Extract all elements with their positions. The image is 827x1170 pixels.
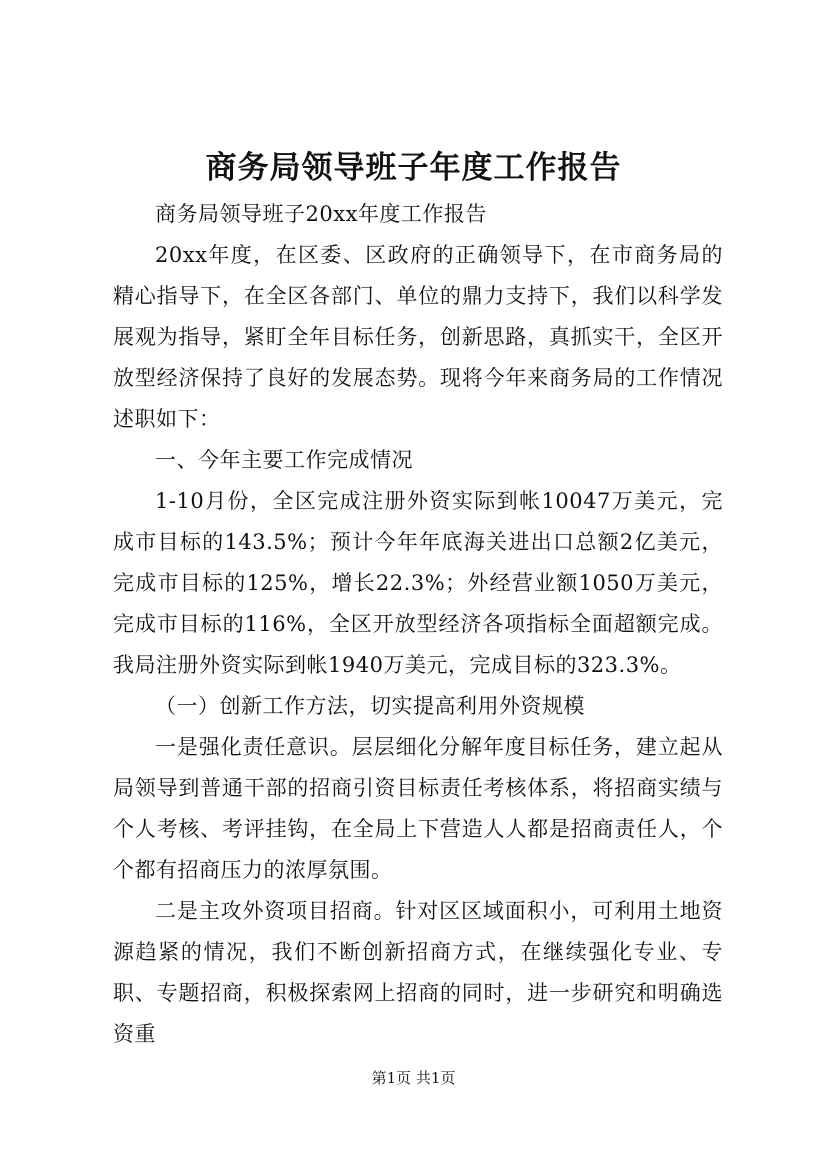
section-heading: 一、今年主要工作完成情况	[155, 448, 413, 472]
document-body	[113, 194, 723, 1055]
page-footer: 第1页 共1页	[371, 1069, 456, 1087]
document-title: 商务局领导班子年度工作报告	[205, 150, 622, 186]
intro-paragraph: 20xx年度，在区委、区政府的正确领导下，在市商务局的精心指导下，在全区各部门、单位的鼎力支持下，我们以科学发展观为指导，紧盯全年目标任务，创新思路，真抓实干，全区开放型经济保持了良好的发展态势。现将今年来商务局的工作情况述职如下：	[113, 243, 723, 431]
statistics-paragraph: 1-10月份，全区完成注册外资实际到帐10047万美元，完成市目标的143.5%；预计今年年底海关进出口总额2亿美元，完成市目标的125%，增长22.3%；外经营业额1050万美元，完成市目标的116%，全区开放型经济各项指标全面超额完成。我局注册外资实际到帐1940万美元，完成目标的323.3%。	[113, 489, 723, 677]
point-one-paragraph: 一是强化责任意识。层层细化分解年度目标任务，建立起从局领导到普通干部的招商引资目标责任考核体系，将招商实绩与个人考核、考评挂钩，在全局上下营造人人都是招商责任人，个个都有招商压力的浓厚氛围。	[113, 735, 723, 882]
point-two-paragraph: 二是主攻外资项目招商。针对区区域面积小，可利用土地资源趋紧的情况，我们不断创新招商方式，在继续强化专业、专职、专题招商，积极探索网上招商的同时，进一步研究和明确选资重	[113, 899, 723, 1046]
subsection-heading: （一）创新工作方法，切实提高利用外资规模	[155, 694, 585, 718]
subtitle-paragraph: 商务局领导班子20xx年度工作报告	[155, 202, 487, 226]
